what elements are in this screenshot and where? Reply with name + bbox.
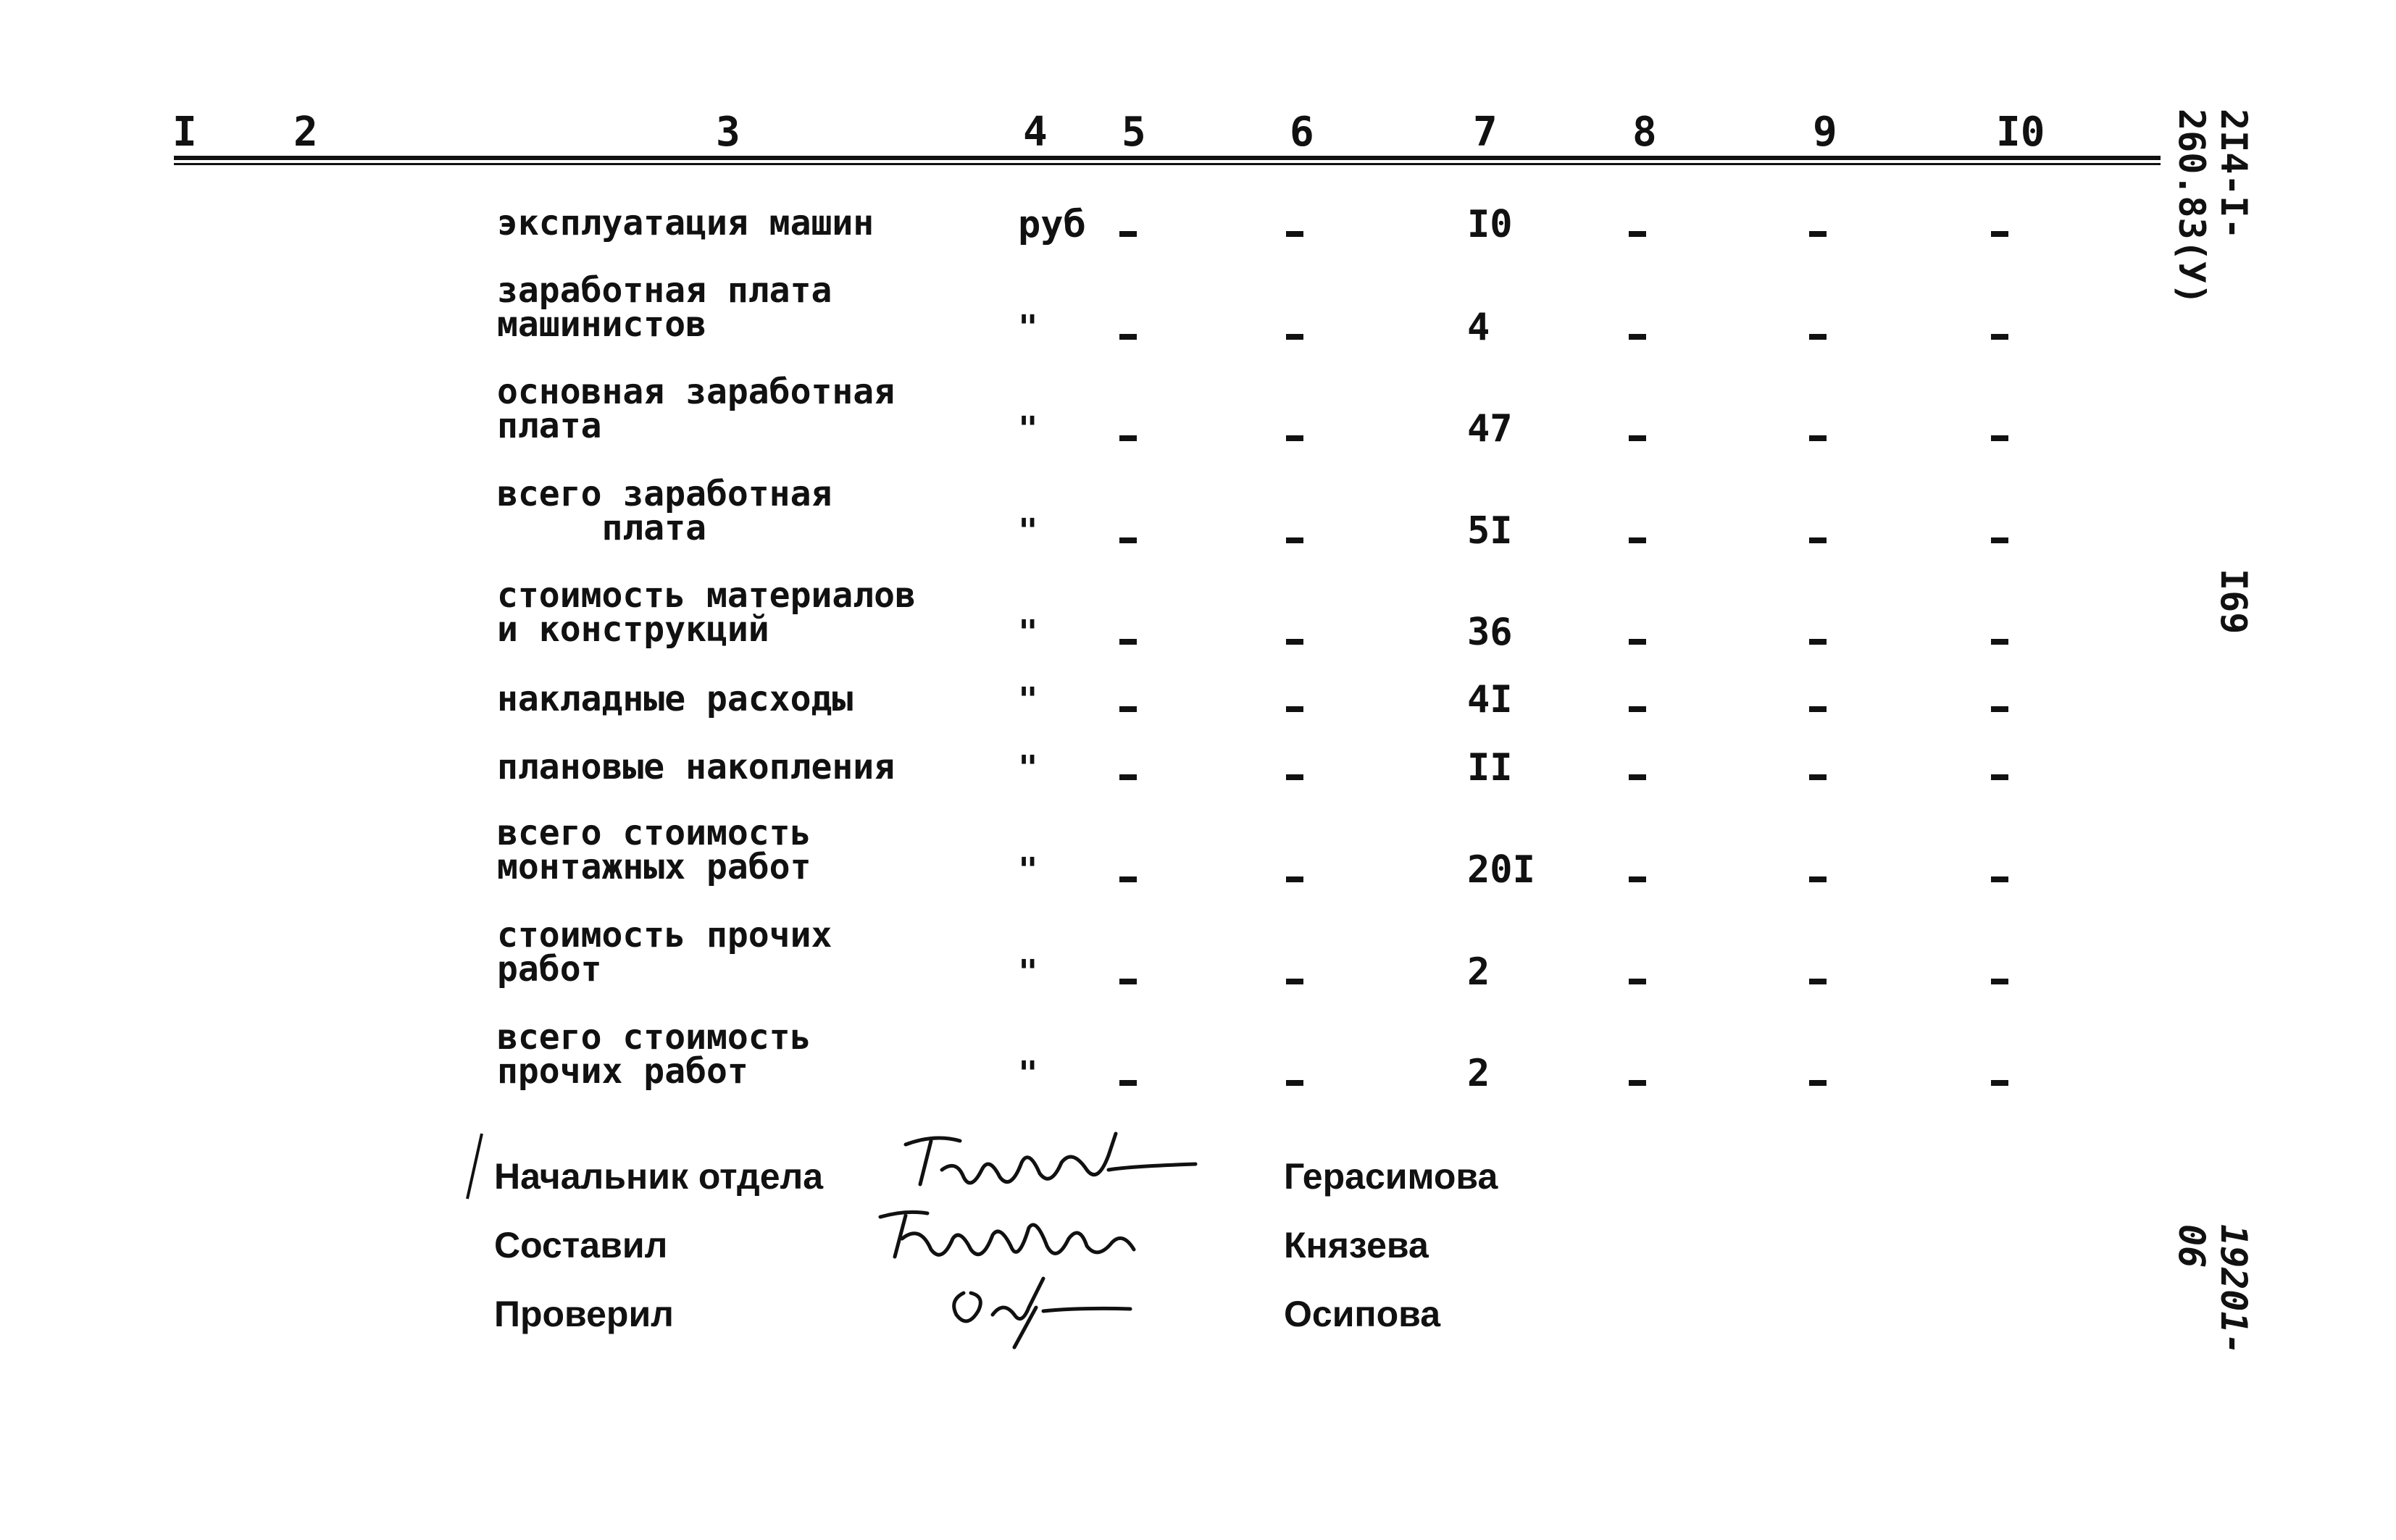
cell-unit: " [1018,409,1038,448]
cell-col9 [1809,611,1827,654]
cell-col10 [1991,611,2008,654]
cell-description: всего заработная плата [497,474,832,548]
cell-col10 [1991,1052,2008,1095]
cell-col5 [1119,1052,1137,1095]
signature-role-head: Начальник отдела [494,1156,824,1197]
dash-mark [1629,639,1646,645]
col-header-4: 4 [1023,109,1048,156]
dash-mark [1286,334,1303,340]
cell-unit: руб [1018,203,1086,246]
col-header-3: 3 [716,109,740,156]
cell-description: всего стоимость прочих работ [497,1017,811,1092]
cell-col7: 5I [1467,509,1513,553]
dash-mark [1119,537,1137,543]
cell-col6 [1286,306,1303,349]
dash-mark [1809,231,1827,237]
cell-col5 [1119,509,1137,553]
dash-mark [1991,435,2008,441]
cell-col8 [1629,509,1646,553]
cell-col5 [1119,746,1137,790]
dash-mark [1119,231,1137,237]
handwritten-signature-compiled [869,1195,1174,1275]
cell-description: основная заработная плата [497,372,896,446]
dash-mark [1286,774,1303,780]
cell-col9 [1809,678,1827,721]
dash-mark [1991,979,2008,984]
cell-unit: " [1018,511,1038,551]
cell-col8 [1629,678,1646,721]
cell-col8 [1629,950,1646,994]
dash-mark [1991,876,2008,882]
dash-mark [1629,876,1646,882]
signature-role-compiled: Составил [494,1225,668,1265]
cell-col6 [1286,407,1303,451]
cell-col10 [1991,950,2008,994]
cell-col9 [1809,306,1827,349]
cell-description: всего стоимость монтажных работ [497,813,811,887]
dash-mark [1286,435,1303,441]
cell-col7: 36 [1467,611,1513,654]
cell-description: стоимость материалов и конструкций [497,575,916,650]
cell-col9 [1809,848,1827,892]
cell-col10 [1991,407,2008,451]
dash-mark [1286,639,1303,645]
dash-mark [1991,334,2008,340]
cell-col10 [1991,306,2008,349]
handwritten-signature-head [891,1119,1210,1206]
cell-unit: " [1018,953,1038,992]
dash-mark [1119,435,1137,441]
cell-col10 [1991,203,2008,246]
cell-unit: " [1018,1054,1038,1093]
dash-mark [1629,979,1646,984]
cell-unit: " [1018,613,1038,652]
dash-mark [1809,537,1827,543]
dash-mark [1119,639,1137,645]
inventory-number: 19201-06 [2171,1224,2255,1355]
cell-description: заработная плата машинистов [497,270,832,345]
dash-mark [1809,639,1827,645]
cell-col6 [1286,611,1303,654]
cell-col5 [1119,203,1137,246]
col-header-10: I0 [1996,109,2045,156]
cell-col9 [1809,203,1827,246]
col-header-7: 7 [1473,109,1498,156]
cell-col6 [1286,950,1303,994]
cell-col10 [1991,678,2008,721]
dash-mark [1991,231,2008,237]
cell-description: стоимость прочих работ [497,915,832,989]
cell-unit: " [1018,748,1038,787]
cell-col9 [1809,950,1827,994]
dash-mark [1809,876,1827,882]
cell-col7: 47 [1467,407,1513,451]
cell-col7: 4I [1467,678,1513,721]
header-rule-top [174,156,2161,160]
cell-unit: " [1018,308,1038,347]
cell-col6 [1286,1052,1303,1095]
cell-col7: 2 [1467,950,1490,994]
dash-mark [1119,979,1137,984]
dash-mark [1991,537,2008,543]
cell-col6 [1286,746,1303,790]
dash-mark [1991,706,2008,712]
dash-mark [1991,639,2008,645]
dash-mark [1629,1080,1646,1086]
dash-mark [1629,435,1646,441]
dash-mark [1119,706,1137,712]
dash-mark [1286,1080,1303,1086]
dash-mark [1119,876,1137,882]
cell-col9 [1809,746,1827,790]
cell-col8 [1629,611,1646,654]
col-header-8: 8 [1632,109,1657,156]
cell-description: накладные расходы [497,679,853,719]
cell-col8 [1629,306,1646,349]
cell-col10 [1991,848,2008,892]
signature-name-checked: Осипова [1284,1294,1441,1334]
dash-mark [1286,979,1303,984]
cell-col9 [1809,509,1827,553]
dash-mark [1629,537,1646,543]
dash-mark [1629,774,1646,780]
dash-mark [1809,774,1827,780]
cell-col8 [1629,746,1646,790]
cell-col6 [1286,848,1303,892]
cell-col5 [1119,678,1137,721]
cell-col5 [1119,611,1137,654]
cell-col5 [1119,848,1137,892]
cell-col8 [1629,407,1646,451]
cell-col7: I0 [1467,203,1513,246]
cell-description: плановые накопления [497,747,896,787]
page-number: I69 [2213,569,2255,635]
cell-col10 [1991,509,2008,553]
document-code: 2I4-I-260.83(У) [2171,109,2255,305]
signature-role-checked: Проверил [494,1294,674,1334]
cell-unit: " [1018,850,1038,890]
margin-mark [460,1130,489,1202]
dash-mark [1629,231,1646,237]
cell-col5 [1119,950,1137,994]
header-rule-bottom [174,163,2161,165]
dash-mark [1991,1080,2008,1086]
cell-col7: II [1467,746,1513,790]
dash-mark [1286,706,1303,712]
col-header-5: 5 [1122,109,1146,156]
dash-mark [1119,1080,1137,1086]
cell-col7: 20I [1467,848,1535,892]
dash-mark [1809,1080,1827,1086]
signature-name-compiled: Князева [1284,1225,1429,1265]
cell-col8 [1629,1052,1646,1095]
col-header-6: 6 [1290,109,1314,156]
dash-mark [1119,774,1137,780]
dash-mark [1119,334,1137,340]
dash-mark [1991,774,2008,780]
dash-mark [1809,706,1827,712]
dash-mark [1629,706,1646,712]
col-header-2: 2 [293,109,318,156]
cell-description: эксплуатация машин [497,203,875,243]
cell-col9 [1809,1052,1827,1095]
cell-col5 [1119,306,1137,349]
cell-col8 [1629,848,1646,892]
cell-col7: 4 [1467,306,1490,349]
handwritten-signature-checked [935,1264,1152,1351]
dash-mark [1286,876,1303,882]
cell-col6 [1286,509,1303,553]
dash-mark [1809,334,1827,340]
cell-col7: 2 [1467,1052,1490,1095]
cell-unit: " [1018,680,1038,719]
dash-mark [1286,537,1303,543]
dash-mark [1286,231,1303,237]
dash-mark [1809,435,1827,441]
cell-col6 [1286,678,1303,721]
cell-col9 [1809,407,1827,451]
cell-col6 [1286,203,1303,246]
cell-col8 [1629,203,1646,246]
cell-col10 [1991,746,2008,790]
dash-mark [1629,334,1646,340]
col-header-9: 9 [1813,109,1837,156]
cell-col5 [1119,407,1137,451]
signature-name-head: Герасимова [1284,1156,1498,1197]
dash-mark [1809,979,1827,984]
col-header-1: I [172,109,197,156]
